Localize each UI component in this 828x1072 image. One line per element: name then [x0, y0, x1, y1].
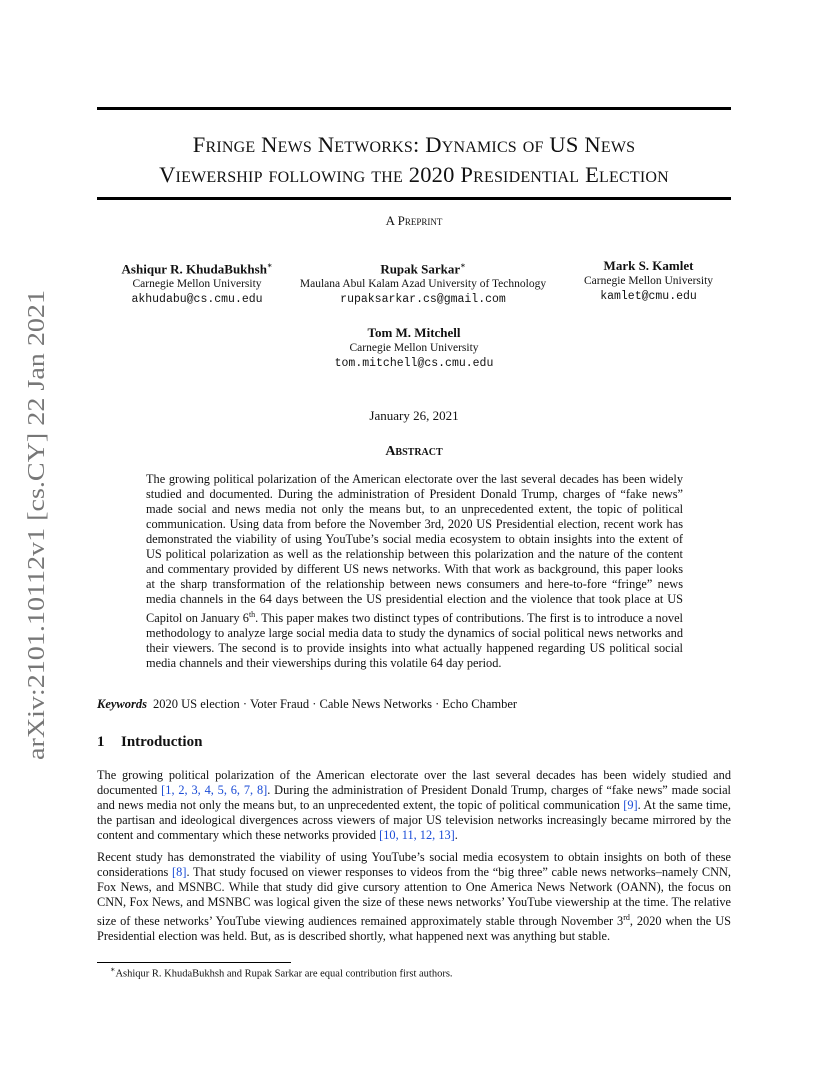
- footnote: [110, 965, 453, 980]
- author-name: Rupak Sarkar∗: [380, 261, 466, 277]
- citation-link[interactable]: [8]: [172, 865, 187, 879]
- author-affiliation: Maulana Abul Kalam Azad University of Technology: [299, 278, 547, 291]
- author-block-4: [0, 325, 828, 372]
- keywords-line: [97, 697, 731, 712]
- author-email[interactable]: tom.mitchell@cs.cmu.edu: [334, 357, 494, 370]
- title-top-rule: [97, 107, 731, 110]
- author-affiliation: Carnegie Mellon University: [583, 275, 714, 287]
- publication-date: January 26, 2021: [369, 408, 459, 423]
- intro-paragraph-1: The growing political polarization of the American electorate over the last several decades has been widely studied and documented [1, 2, 3, 4, 5, 6, 7, 8]. During the administration of President Donald Trump, charges of “fake news” made social and news media not only the means but, to an unprecedented extent, the topic of political communication [9]. At the same time, the partisan and ideological divergences across viewers of major US television networks increasingly became mirrored by the content and commentary which these networks provided [10, 11, 12, 13].: [97, 768, 732, 842]
- paper-title: [97, 130, 731, 190]
- title-line-2: Viewership following the 2020 Presidential Election: [159, 162, 669, 187]
- preprint-label: A Preprint: [385, 213, 443, 228]
- title-bottom-rule: [97, 197, 731, 200]
- citation-link[interactable]: [9]: [623, 798, 638, 812]
- abstract-heading: Abstract: [385, 444, 443, 459]
- citation-link[interactable]: [10, 11, 12, 13]: [379, 828, 455, 842]
- author-name: Mark S. Kamlet: [603, 258, 694, 273]
- author-email[interactable]: akhudabu@cs.cmu.edu: [131, 293, 263, 307]
- author-block-1: [97, 258, 297, 308]
- author-email[interactable]: rupaksarkar.cs@gmail.com: [340, 293, 506, 307]
- author-block-3: [566, 258, 731, 305]
- section-title: Introduction: [121, 734, 203, 750]
- footnote-mark: ∗: [110, 965, 116, 974]
- intro-paragraph-2: Recent study has demonstrated the viability of using YouTube’s social media ecosystem to obtain insights on both of these considerations [8]. That study focused on viewer responses to videos from the “big three” cable news networks–namely CNN, Fox News, and MSNBC. While that study did give cursory attention to One America News Network (OANN), the focus on CNN, Fox News, and MSNBC was logical given the size of these news networks’ YouTube viewership at the time. The relative size of these networks’ YouTube viewing audiences remained approximately stable through November 3rd, 2020 when the US Presidential election was held. But, as is described shortly, what happened next was anything but stable.: [97, 850, 732, 944]
- section-heading-introduction: [97, 734, 202, 751]
- title-line-1: Fringe News Networks: Dynamics of US News: [192, 132, 636, 157]
- author-name: Ashiqur R. KhudaBukhsh∗: [121, 261, 273, 277]
- keywords-label: Keywords: [97, 697, 147, 711]
- footnote-text: Ashiqur R. KhudaBukhsh and Rupak Sarkar are equal contribution first authors.: [115, 968, 453, 980]
- author-affiliation: Carnegie Mellon University: [349, 342, 479, 354]
- footnote-rule: [97, 962, 291, 963]
- arxiv-identifier: arXiv:2101.10112v1 [cs.CY] 22 Jan 2021: [24, 358, 50, 760]
- abstract-body: The growing political polarization of the American electorate over the last several decades has been widely studied and documented. During the administration of President Donald Trump, charges of “fake news” made social and news media not only the means but, to an unprecedented extent, the topic of political communication. Using data from before the November 3rd, 2020 US Presidential election, recent work has demonstrated the viability of using YouTube’s social media ecosystem to obtain insights into the extent of US political polarization as well as the relationship between this polarization and the nature of the content and commentary provided by different US news networks. With that work as background, this paper looks at the sharp transformation of the relationship between news consumers and here-to-fore “fringe” news media channels in the 64 days between the US presidential election and the violence that took place at US Capitol on January 6th. This paper makes two distinct types of contributions. The first is to introduce a novel methodology to analyze large social media data to study the dynamics of social political news networks and their viewers. The second is to provide insights into what actually happened regarding US political social media channels and their viewerships during this volatile 64 day period.: [146, 472, 683, 671]
- keywords-text: 2020 US election · Voter Fraud · Cable News Networks · Echo Chamber: [153, 697, 518, 711]
- author-block-2: [283, 258, 563, 308]
- author-affiliation: Carnegie Mellon University: [132, 278, 262, 291]
- citation-link[interactable]: [1, 2, 3, 4, 5, 6, 7, 8]: [161, 783, 268, 797]
- section-number: 1: [97, 734, 105, 750]
- author-email[interactable]: kamlet@cmu.edu: [600, 290, 697, 303]
- author-name: Tom M. Mitchell: [367, 325, 461, 340]
